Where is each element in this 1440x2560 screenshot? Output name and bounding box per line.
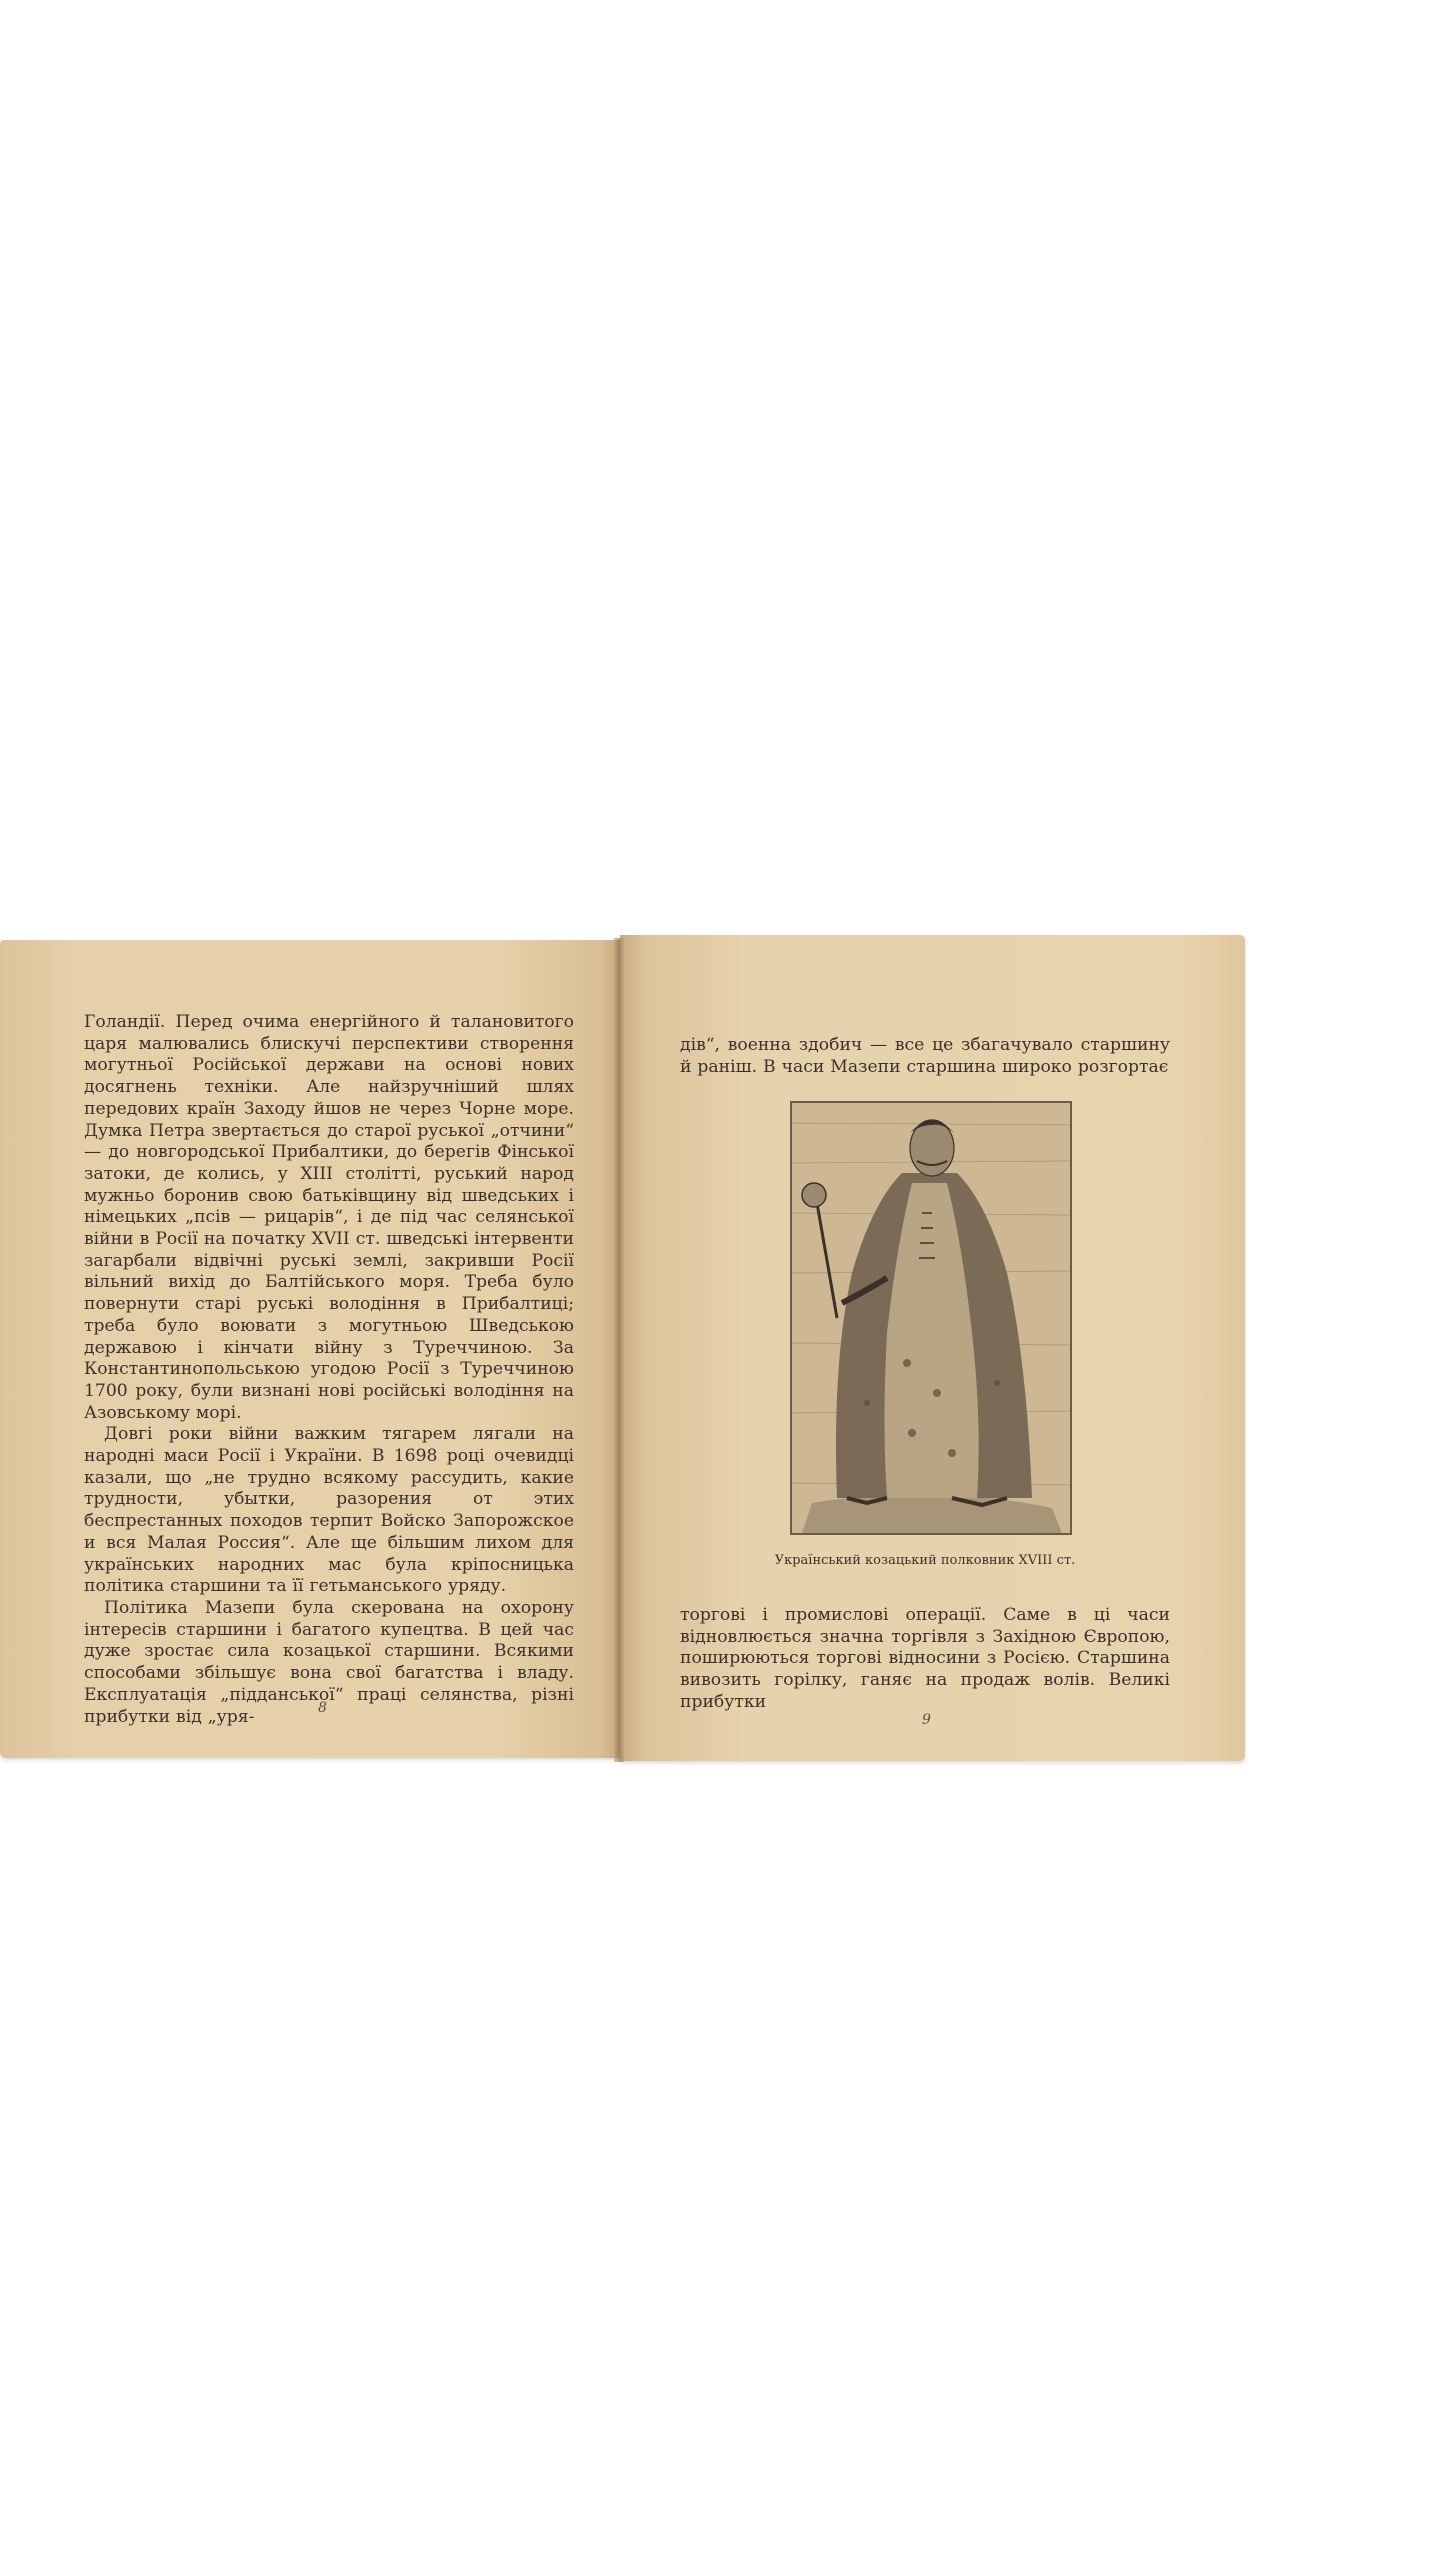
figure-caption: Український козацький полковник XVIII ст. xyxy=(774,1553,1076,1568)
cossack-colonel-icon xyxy=(792,1103,1070,1533)
paragraph: Політика Мазепи була скерована на охорону інтересів старшини і багатого купецтва. В цей час дуже зростає сила козацької старшини. Всякими способами збільшує вона свої багатства і владу. Експлуатація „підданської“ праці селянства, різні прибутки від „уря- xyxy=(84,1597,574,1727)
right-page xyxy=(620,935,1245,1761)
left-page-text xyxy=(84,1012,574,1728)
page-number-left: 8 xyxy=(318,1700,327,1716)
page-number-right: 9 xyxy=(922,1712,931,1728)
left-page xyxy=(0,940,620,1758)
paragraph: Голандії. Перед очима енергійного й талановитого царя малювались блискучі перспективи створення могутньої Російської держави на основі нових досягнень техніки. Але найзручніший шлях передових країн Заходу йшов не через Чорне море. Думка Петра звертається до старої руської „отчини“ — до новгородської Прибалтики, до берегів Фінської затоки, де колись, у XIII столітті, руський народ мужньо боронив свою батьківщину від шведських і німецьких „псів — рицарів“, і де під час селянської війни в Росії на початку XVII ст. шведські інтервенти загарбали відвічні руські землі, закривши Росії вільний вихід до Балтійського моря. Треба було повернути старі руські володіння в Прибалтиці; треба було воювати з могутньою Шведською державою і кінчати війну з Туреччиною. За Константинопольською угодою Росії з Туреччиною 1700 року, були визнані нові російські володіння на Азовському морі. xyxy=(84,1012,574,1423)
right-page-bottom-text: торгові і промислові операції. Саме в ці часи відновлюється значна торгівля з Західною Європою, поширюються торгові відносини з Росією. Старшина вивозить горілку, ганяє на продаж волів. Великі прибутки xyxy=(680,1605,1170,1712)
open-book xyxy=(0,930,1250,1772)
cossack-colonel-illustration xyxy=(790,1101,1072,1535)
paragraph: Довгі роки війни важким тягарем лягали на народні маси Росії і України. В 1698 році очевидці казали, що „не трудно всякому рассудить, какие трудности, убытки, разорения от этих беспрестанных походов терпит Войско Запорожское и вся Малая Россия“. Але ще більшим лихом для українських народних мас була кріпосницька політика старшини та її гетьманського уряду. xyxy=(84,1424,574,1597)
right-page-top-text: дів“, военна здобич — все це збагачувало старшину й раніш. В часи Мазепи старшина широко розгортає xyxy=(680,1035,1170,1077)
book-spine xyxy=(614,938,624,1762)
